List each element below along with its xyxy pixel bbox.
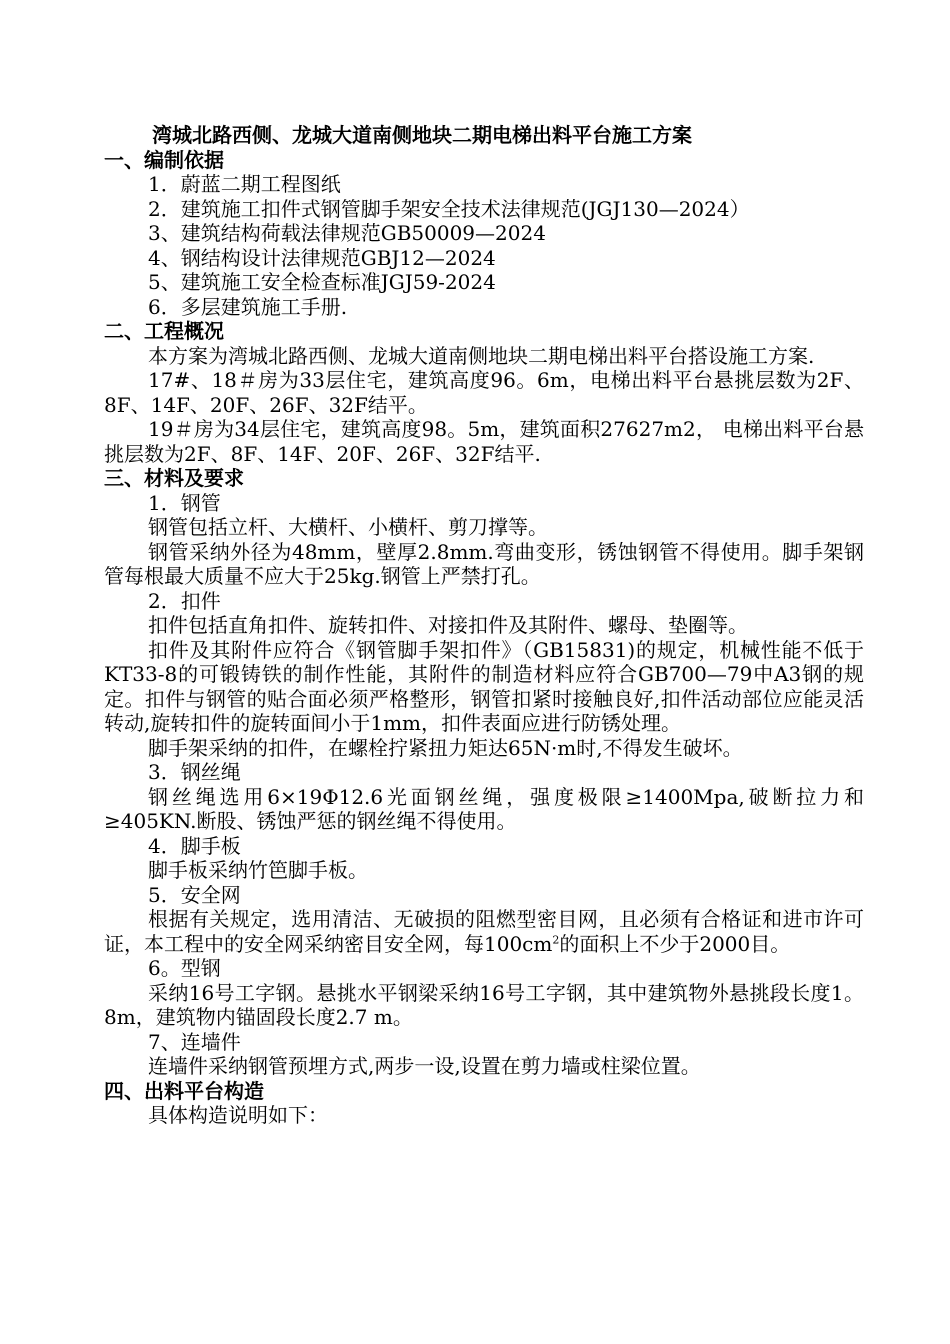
basis-item-5: 5、建筑施工安全检查标准JGJ59-2024 [148, 270, 496, 294]
section-steel-subheading: 6。型钢 [148, 956, 221, 980]
section-3-heading: 三、材料及要求 [104, 466, 244, 490]
steel-pipe-paragraph-1: 钢管包括立杆、大横杆、小横杆、剪刀撑等。 [148, 515, 548, 539]
basis-item-2: 2．建筑施工扣件式钢管脚手架安全技术法律规范(JGJ130—2024） [148, 196, 750, 221]
scaffold-board-paragraph: 脚手板采纳竹笆脚手板。 [148, 858, 368, 882]
basis-item-4: 4、钢结构设计法律规范GBJ12—2024 [148, 245, 496, 270]
wall-tie-subheading: 7、连墙件 [148, 1029, 241, 1054]
steel-pipe-paragraph-2: 钢管采纳外径为48mm，壁厚2.8mm.弯曲变形，锈蚀钢管不得使用。脚手架钢管每根最大质量不应大于25kg.钢管上严禁打孔。 [104, 539, 864, 588]
safety-net-subheading: 5．安全网 [148, 882, 241, 907]
document-title: 湾城北路西侧、龙城大道南侧地块二期电梯出料平台施工方案 [152, 123, 692, 147]
coupler-paragraph-1: 扣件包括直角扣件、旋转扣件、对接扣件及其附件、螺母、垫圈等。 [148, 613, 748, 637]
safety-net-paragraph [104, 907, 864, 956]
section-4-heading: 四、出料平台构造 [104, 1078, 264, 1103]
steel-pipe-subheading: 1．钢管 [148, 490, 221, 515]
safety-net-text-b: 的面积上不少于2000目。 [559, 931, 791, 956]
superscript-2: 2 [552, 932, 560, 946]
scaffold-board-subheading: 4．脚手板 [148, 833, 241, 858]
basis-item-1: 1．蔚蓝二期工程图纸 [148, 172, 341, 196]
wire-rope-paragraph: 钢丝绳选用6×19Φ12.6光面钢丝绳，强度极限≥1400Mpa,破断拉力和≥405KN.断股、锈蚀严惩的钢丝绳不得使用。 [104, 784, 864, 833]
overview-paragraph-2: 17#、18＃房为33层住宅，建筑高度96。6m，电梯出料平台悬挑层数为2F、8F、14F、20F、26F、32F结平。 [104, 368, 864, 417]
section-1-heading: 一、编制依据 [104, 147, 224, 172]
safety-net-text-a: 根据有关规定，选用清洁、无破损的阻燃型密目网，且必须有合格证和进市许可证，本工程中的安全网采纳密目安全网，每100cm [104, 907, 864, 956]
overview-paragraph-3: 19＃房为34层住宅，建筑高度98。5m，建筑面积27627m2， 电梯出料平台悬挑层数为2F、8F、14F、20F、26F、32F结平. [104, 417, 864, 466]
wall-tie-paragraph: 连墙件采纳钢管预埋方式,两步一设,设置在剪力墙或柱梁位置。 [148, 1054, 701, 1078]
platform-structure-paragraph: 具体构造说明如下： [148, 1103, 328, 1127]
basis-item-6: 6．多层建筑施工手册. [148, 294, 348, 319]
coupler-paragraph-2: 扣件及其附件应符合《钢管脚手架扣件》（GB15831)的规定，机械性能不低于KT33-8的可锻铸铁的制作性能，其附件的制造材料应符合GB700—79中A3钢的规定。扣件与钢管的贴合面必须严格整形，钢管扣紧时接触良好,扣件活动部位应能灵活转动,旋转扣件的旋转面间小于1mm，扣件表面应进行防锈处理。 [104, 637, 864, 735]
coupler-subheading: 2．扣件 [148, 588, 221, 613]
section-steel-paragraph: 采纳16号工字钢。悬挑水平钢梁采纳16号工字钢，其中建筑物外悬挑段长度1。8m，建筑物内锚固段长度2.7 m。 [104, 980, 864, 1029]
coupler-paragraph-3: 脚手架采纳的扣件，在螺栓拧紧扭力矩达65N·m时,不得发生破坏。 [148, 735, 743, 760]
section-2-heading: 二、工程概况 [104, 319, 224, 343]
document-body [104, 123, 864, 1128]
overview-paragraph-1: 本方案为湾城北路西侧、龙城大道南侧地块二期电梯出料平台搭设施工方案. [148, 343, 815, 368]
basis-item-3: 3、建筑结构荷载法律规范GB50009—2024 [148, 221, 546, 245]
wire-rope-subheading: 3．钢丝绳 [148, 760, 241, 784]
